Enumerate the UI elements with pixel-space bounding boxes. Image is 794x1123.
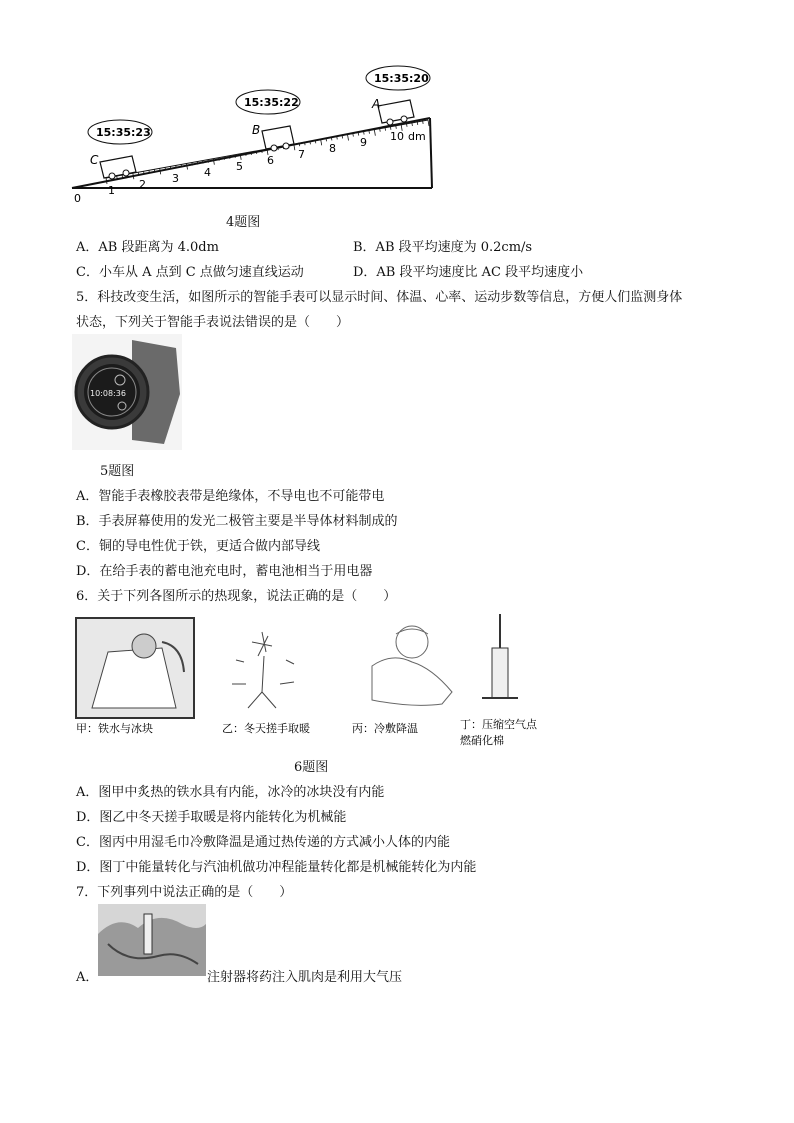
q6-stem: 6．关于下列各图所示的热现象，说法正确的是（ ） [76, 589, 397, 604]
ruler-tick [423, 121, 424, 124]
tick-0: 0 [74, 192, 81, 205]
tick-8: 8 [329, 142, 336, 155]
ruler-tick [246, 153, 247, 156]
ruler-tick [219, 158, 220, 161]
heat-phenomena-images [72, 612, 552, 748]
q5-option-a[interactable]: A．智能手表橡胶表带是绝缘体，不导电也不可能带电 [76, 489, 385, 504]
q5-option-d[interactable]: D．在给手表的蓄电池充电时，蓄电池相当于用电器 [76, 564, 373, 579]
ruler-tick [305, 142, 306, 145]
unit-label: dm [408, 130, 426, 143]
ruler-tick [396, 126, 397, 129]
ruler-tick [310, 141, 311, 144]
ruler-tick [369, 131, 370, 134]
time-b: 15:35:22 [244, 96, 299, 109]
q4-option-b[interactable]: B．AB 段平均速度为 0.2cm/s [353, 240, 533, 255]
ruler-tick [278, 147, 279, 150]
q4-option-d[interactable]: D．AB 段平均速度比 AC 段平均速度小 [353, 265, 584, 280]
ruler-tick [262, 150, 263, 153]
point-c: C [90, 153, 99, 167]
watch-time: 10:08:36 [90, 389, 126, 398]
ruler-tick [321, 139, 322, 145]
label-jia: 甲：铁水与冰块 [76, 722, 153, 735]
q7-option-a-text[interactable]: 注射器将药注入肌肉是利用大气压 [207, 970, 403, 985]
ruler-tick [251, 152, 252, 155]
cart-b [262, 126, 294, 151]
q4-caption: 4题图 [226, 215, 261, 230]
ruler-tick [106, 178, 107, 184]
q5-stem-line2: 状态，下列关于智能手表说法错误的是（ ） [76, 315, 350, 330]
ruler-tick [407, 124, 408, 127]
ruler-tick [187, 164, 188, 170]
ruler-tick [348, 135, 349, 141]
q7-stem: 7．下列事列中说法正确的是（ ） [76, 885, 293, 900]
ruler-tick [181, 164, 182, 167]
ruler-tick [331, 137, 332, 140]
q6-option-d[interactable]: D．图丁中能量转化与汽油机做功冲程能量转化都是机械能转化为内能 [76, 860, 477, 875]
ruler-tick [208, 160, 209, 163]
time-a: 15:35:20 [374, 72, 429, 85]
ruler-tick [144, 171, 145, 174]
label-yi: 乙：冬天搓手取暖 [222, 722, 310, 735]
tick-1: 1 [108, 184, 115, 197]
ruler-tick [165, 167, 166, 170]
ruler-tick [353, 134, 354, 137]
ruler-tick [133, 173, 134, 179]
label-ding1: 丁：压缩空气点 [460, 718, 537, 731]
ruler-tick [417, 122, 418, 125]
q6-option-c[interactable]: C．图丙中用湿毛巾冷敷降温是通过热传递的方式减小人体的内能 [76, 835, 450, 850]
ruler-tick [364, 132, 365, 135]
ruler-tick [385, 128, 386, 131]
tick-2: 2 [139, 178, 146, 191]
q6-option-a[interactable]: A．图甲中炙热的铁水具有内能，冰冷的冰块没有内能 [76, 785, 385, 800]
tick-4: 4 [204, 166, 211, 179]
ruler-tick [138, 172, 139, 175]
tick-6: 6 [267, 154, 274, 167]
ruler-tick [224, 157, 225, 160]
ruler-tick [380, 129, 381, 132]
ruler-tick [117, 176, 118, 179]
injection-image [98, 904, 206, 976]
tick-7: 7 [298, 148, 305, 161]
ruler-tick [299, 143, 300, 146]
ruler-tick [203, 161, 204, 164]
ruler-tick [192, 163, 193, 166]
label-bing: 丙：冷敷降温 [352, 722, 418, 735]
ruler-tick [154, 169, 155, 172]
q5-option-b[interactable]: B．手表屏幕使用的发光二极管主要是半导体材料制成的 [76, 514, 398, 529]
q7-option-a-letter[interactable]: A． [76, 970, 99, 985]
smartwatch-image [72, 334, 182, 450]
ruler-tick [176, 165, 177, 168]
q5-stem-line1: 5．科技改变生活，如图所示的智能手表可以显示时间、体温、心率、运动步数等信息，方便人们监测身体 [76, 290, 683, 305]
tick-10: 10 [390, 130, 404, 143]
point-a: A [372, 97, 381, 111]
ruler-tick [149, 170, 150, 173]
ruler-tick [197, 162, 198, 165]
ruler-tick [160, 168, 161, 174]
q5-option-c[interactable]: C．铜的导电性优于铁，更适合做内部导线 [76, 539, 320, 554]
ruler-tick [342, 135, 343, 138]
ruler-tick [122, 175, 123, 178]
point-b: B [252, 123, 261, 137]
ruler-tick [170, 166, 171, 169]
q6-option-b[interactable]: D．图乙中冬天搓手取暖是将内能转化为机械能 [76, 810, 347, 825]
ruler-tick [374, 130, 375, 136]
tick-3: 3 [172, 172, 179, 185]
time-c: 15:35:23 [96, 126, 151, 139]
tick-9: 9 [360, 136, 367, 149]
ruler-tick [412, 123, 413, 126]
ruler-tick [235, 155, 236, 158]
ruler-tick [326, 138, 327, 141]
ruler-tick [229, 156, 230, 159]
incline-figure [66, 60, 442, 210]
q4-option-c[interactable]: C．小车从 A 点到 C 点做匀速直线运动 [76, 265, 304, 280]
tick-5: 5 [236, 160, 243, 173]
ruler-tick [358, 133, 359, 136]
ruler-tick [256, 151, 257, 154]
ruler-tick [315, 140, 316, 143]
ruler-tick [337, 136, 338, 139]
q6-caption: 6题图 [294, 760, 329, 775]
ruler-tick [428, 120, 429, 126]
q5-caption: 5题图 [100, 464, 135, 479]
label-ding2: 燃硝化棉 [460, 734, 504, 747]
q4-option-a[interactable]: A．AB 段距离为 4.0dm [76, 240, 219, 255]
